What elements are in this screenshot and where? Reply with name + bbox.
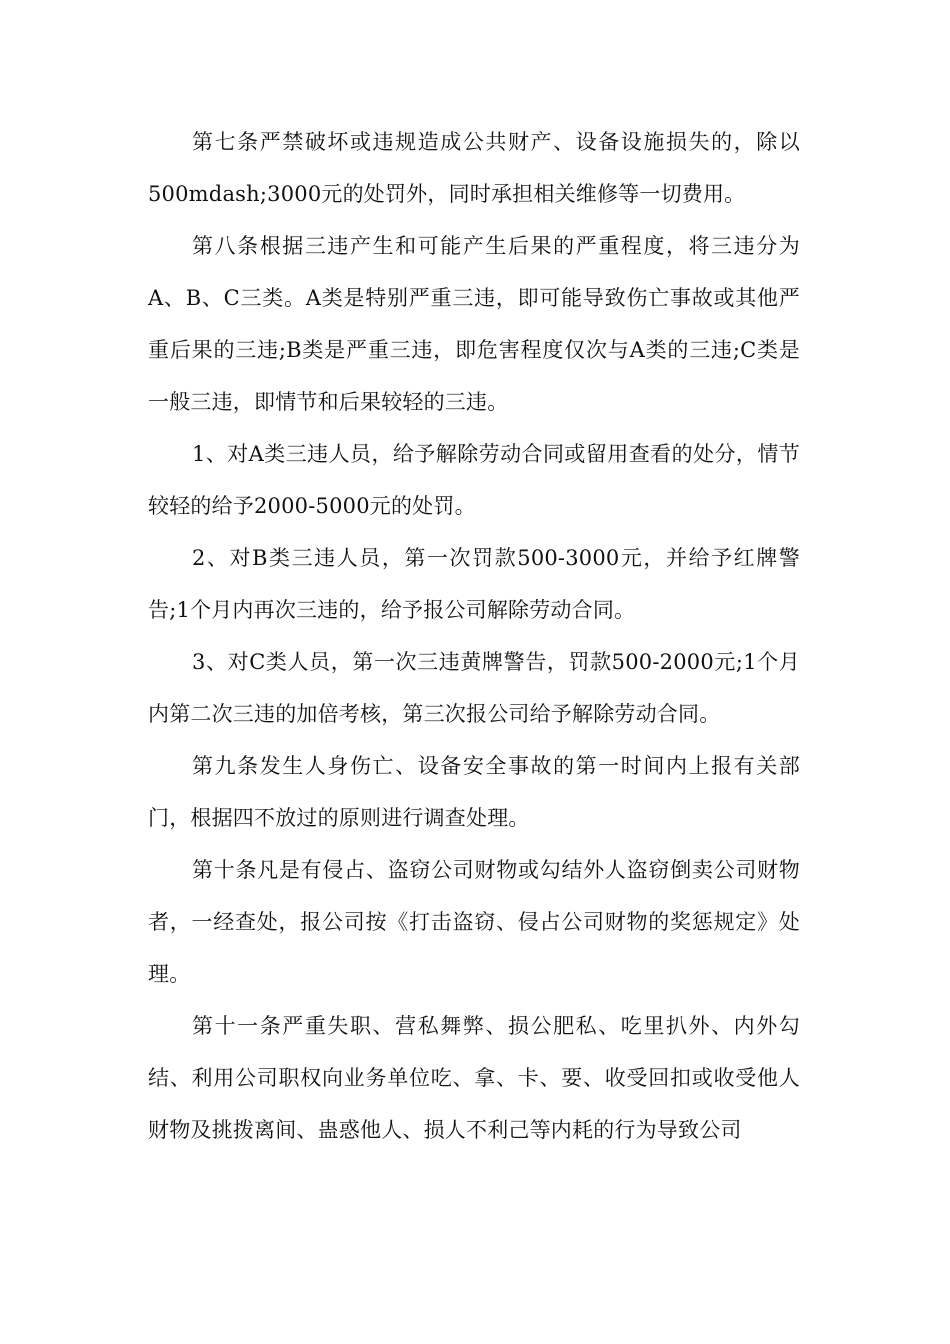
paragraph-class-c: 3、对C类人员，第一次三违黄牌警告，罚款500-2000元;1个月内第二次三违的加倍考核，第三次报公司给予解除劳动合同。 [148, 650, 800, 726]
paragraph-article-7: 第七条严禁破坏或违规造成公共财产、设备设施损失的，除以500mdash;3000元的处罚外，同时承担相关维修等一切费用。 [148, 130, 800, 206]
paragraph-article-10: 第十条凡是有侵占、盗窃公司财物或勾结外人盗窃倒卖公司财物者，一经查处，报公司按《打击盗窃、侵占公司财物的奖惩规定》处理。 [148, 858, 800, 986]
paragraph-article-8: 第八条根据三违产生和可能产生后果的严重程度，将三违分为A、B、C三类。A类是特别严重三违，即可能导致伤亡事故或其他严重后果的三违;B类是严重三违，即危害程度仅次与A类的三违;C类是一般三违，即情节和后果较轻的三违。 [148, 234, 800, 414]
document-body [148, 116, 800, 1156]
paragraph-class-b: 2、对B类三违人员，第一次罚款500-3000元，并给予红牌警告;1个月内再次三违的，给予报公司解除劳动合同。 [148, 546, 800, 622]
paragraph-article-11: 第十一条严重失职、营私舞弊、损公肥私、吃里扒外、内外勾结、利用公司职权向业务单位吃、拿、卡、要、收受回扣或收受他人财物及挑拨离间、蛊惑他人、损人不利己等内耗的行为导致公司 [148, 1014, 800, 1142]
paragraph-article-9: 第九条发生人身伤亡、设备安全事故的第一时间内上报有关部门，根据四不放过的原则进行调查处理。 [148, 754, 800, 830]
paragraph-class-a: 1、对A类三违人员，给予解除劳动合同或留用查看的处分，情节较轻的给予2000-5000元的处罚。 [148, 442, 800, 518]
